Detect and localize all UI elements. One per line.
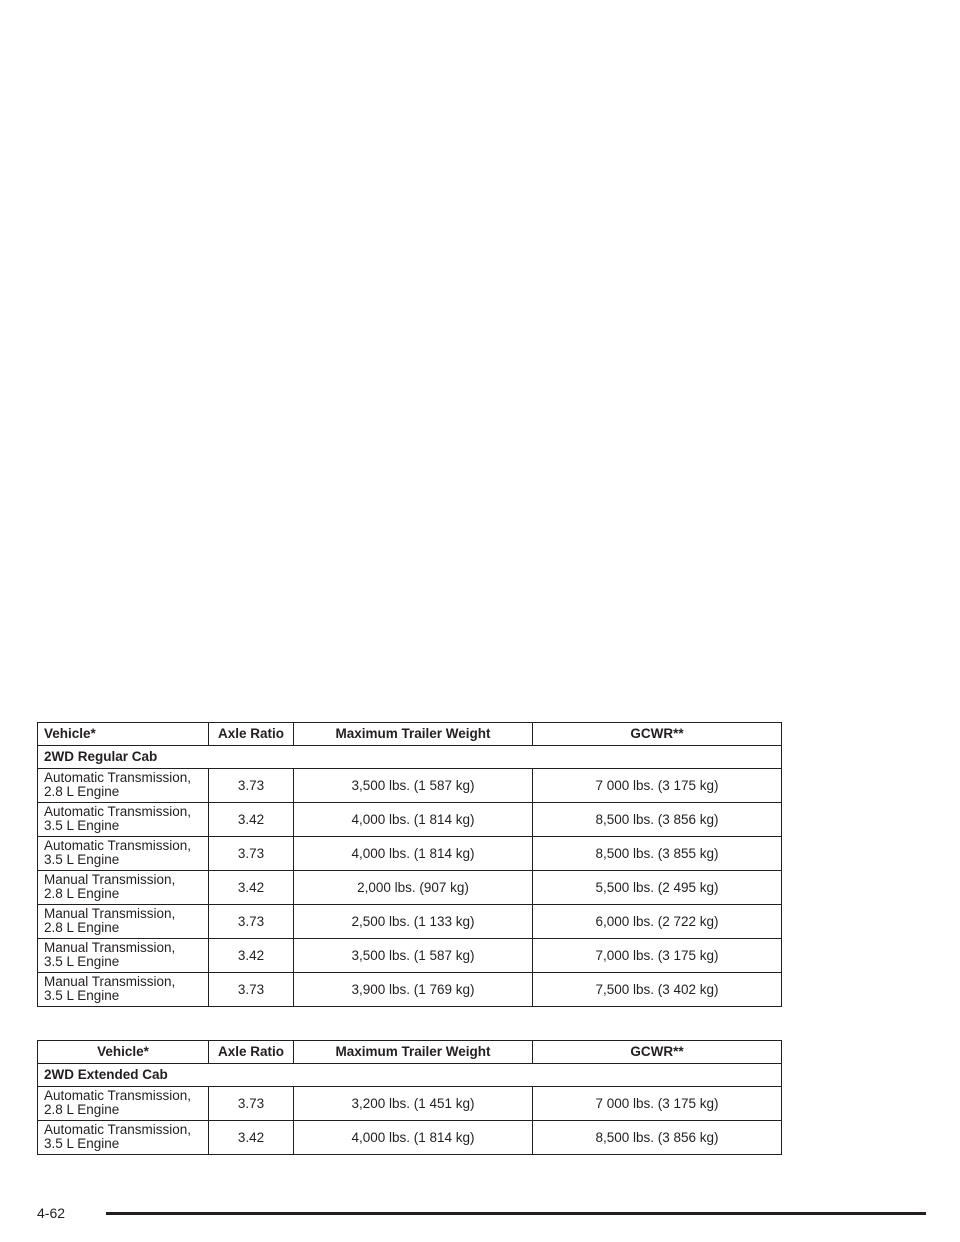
max-trailer-weight-cell: 4,000 lbs. (1 814 kg) [294,837,533,871]
axle-ratio-cell: 3.73 [209,973,294,1007]
header-axle-ratio: Axle Ratio [209,723,294,746]
vehicle-line-1: Manual Transmission, [44,974,176,989]
vehicle-cell [38,837,209,871]
vehicle-line-2: 2.8 L Engine [44,886,120,901]
max-trailer-weight-cell: 3,200 lbs. (1 451 kg) [294,1087,533,1121]
extended-cab-towing-table [37,1040,782,1155]
max-trailer-weight-cell: 4,000 lbs. (1 814 kg) [294,1121,533,1155]
table-row [38,769,782,803]
vehicle-line-2: 3.5 L Engine [44,988,120,1003]
table-row [38,905,782,939]
vehicle-cell [38,871,209,905]
max-trailer-weight-cell: 3,500 lbs. (1 587 kg) [294,769,533,803]
axle-ratio-cell: 3.42 [209,1121,294,1155]
vehicle-cell [38,939,209,973]
gcwr-cell: 8,500 lbs. (3 855 kg) [533,837,782,871]
vehicle-cell [38,905,209,939]
vehicle-cell [38,803,209,837]
header-vehicle: Vehicle* [38,1041,209,1064]
header-vehicle: Vehicle* [38,723,209,746]
table-header-row [38,1041,782,1064]
axle-ratio-cell: 3.73 [209,769,294,803]
gcwr-cell: 7 000 lbs. (3 175 kg) [533,769,782,803]
axle-ratio-cell: 3.42 [209,939,294,973]
vehicle-cell [38,1087,209,1121]
vehicle-line-2: 2.8 L Engine [44,784,120,799]
max-trailer-weight-cell: 3,900 lbs. (1 769 kg) [294,973,533,1007]
table-row [38,939,782,973]
vehicle-line-2: 3.5 L Engine [44,954,120,969]
vehicle-line-2: 3.5 L Engine [44,1136,120,1151]
header-max-trailer-weight: Maximum Trailer Weight [294,723,533,746]
gcwr-cell: 7 000 lbs. (3 175 kg) [533,1087,782,1121]
vehicle-line-1: Manual Transmission, [44,940,176,955]
table-header-row [38,723,782,746]
header-gcwr: GCWR** [533,1041,782,1064]
regular-cab-towing-table [37,722,782,1007]
header-max-trailer-weight: Maximum Trailer Weight [294,1041,533,1064]
max-trailer-weight-cell: 3,500 lbs. (1 587 kg) [294,939,533,973]
table-row [38,803,782,837]
vehicle-line-2: 2.8 L Engine [44,920,120,935]
vehicle-line-2: 3.5 L Engine [44,818,120,833]
axle-ratio-cell: 3.42 [209,871,294,905]
gcwr-cell: 5,500 lbs. (2 495 kg) [533,871,782,905]
vehicle-line-1: Manual Transmission, [44,872,176,887]
max-trailer-weight-cell: 2,000 lbs. (907 kg) [294,871,533,905]
vehicle-cell [38,1121,209,1155]
vehicle-cell [38,973,209,1007]
vehicle-cell [38,769,209,803]
vehicle-line-2: 3.5 L Engine [44,852,120,867]
gcwr-cell: 7,500 lbs. (3 402 kg) [533,973,782,1007]
gcwr-cell: 8,500 lbs. (3 856 kg) [533,803,782,837]
axle-ratio-cell: 3.73 [209,905,294,939]
section-row [38,746,782,769]
vehicle-line-1: Automatic Transmission, [44,1122,192,1137]
vehicle-line-1: Manual Transmission, [44,906,176,921]
axle-ratio-cell: 3.42 [209,803,294,837]
table-row [38,973,782,1007]
vehicle-line-1: Automatic Transmission, [44,770,192,785]
header-axle-ratio: Axle Ratio [209,1041,294,1064]
table-row [38,871,782,905]
gcwr-cell: 8,500 lbs. (3 856 kg) [533,1121,782,1155]
vehicle-line-2: 2.8 L Engine [44,1102,120,1117]
vehicle-line-1: Automatic Transmission, [44,804,192,819]
header-gcwr: GCWR** [533,723,782,746]
page-number: 4-62 [37,1205,66,1221]
axle-ratio-cell: 3.73 [209,837,294,871]
axle-ratio-cell: 3.73 [209,1087,294,1121]
table-row [38,837,782,871]
section-title: 2WD Extended Cab [38,1064,782,1087]
max-trailer-weight-cell: 4,000 lbs. (1 814 kg) [294,803,533,837]
max-trailer-weight-cell: 2,500 lbs. (1 133 kg) [294,905,533,939]
table-row [38,1121,782,1155]
section-title: 2WD Regular Cab [38,746,782,769]
vehicle-line-1: Automatic Transmission, [44,1088,192,1103]
footer-rule [106,1212,926,1215]
vehicle-line-1: Automatic Transmission, [44,838,192,853]
gcwr-cell: 6,000 lbs. (2 722 kg) [533,905,782,939]
section-row [38,1064,782,1087]
table-row [38,1087,782,1121]
gcwr-cell: 7,000 lbs. (3 175 kg) [533,939,782,973]
